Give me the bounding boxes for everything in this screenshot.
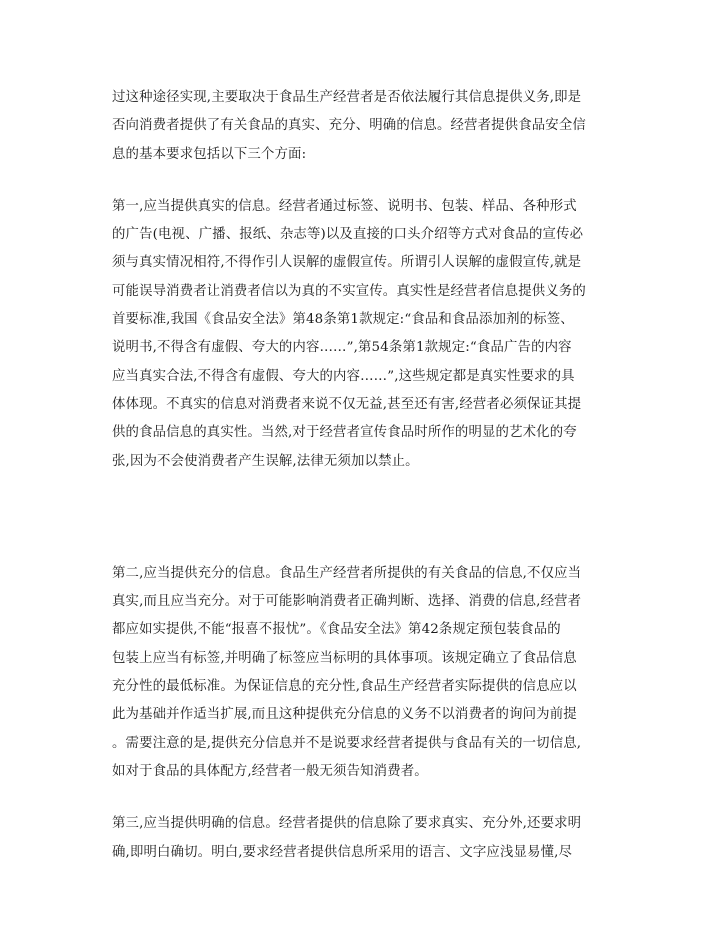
paragraph-first-requirement [112,193,612,476]
paragraph-second-requirement [112,560,612,786]
text-line: 的广告(电视、广播、报纸、杂志等)以及直接的口头介绍等方式对食品的宣传必 [112,227,584,243]
text-line: 可能误导消费者让消费者信以为真的不实宣传。真实性是经营者信息提供义务的 [112,283,586,299]
text-line: 真实,而且应当充分。对于可能影响消费者正确判断、选择、消费的信息,经营者 [112,594,582,610]
paragraph-intro [112,84,612,169]
text-line: 息的基本要求包括以下三个方面: [112,146,307,162]
text-line: 第二,应当提供充分的信息。食品生产经营者所提供的有关食品的信息,不仅应当 [112,565,582,581]
text-line: 包装上应当有标签,并明确了标签应当标明的具体事项。该规定确立了食品信息 [112,650,577,666]
text-line: 。需要注意的是,提供充分信息并不是说要求经营者提供与食品有关的一切信息, [112,735,582,751]
text-line: 首要标准,我国《食品安全法》第48条第1款规定:“食品和食品添加剂的标签、 [112,312,574,328]
text-line: 充分性的最低标准。为保证信息的充分性,食品生产经营者实际提供的信息应以 [112,679,577,695]
text-line: 确,即明白确切。明白,要求经营者提供信息所采用的语言、文字应浅显易懂,尽 [112,844,573,860]
text-line: 都应如实提供,不能“报喜不报忧”。《食品安全法》第42条规定预包装食品的 [112,622,561,638]
text-line: 第一,应当提供真实的信息。经营者通过标签、说明书、包装、样品、各种形式 [112,198,577,214]
document-page [112,84,612,867]
text-line: 体体现。不真实的信息对消费者来说不仅无益,甚至还有害,经营者必须保证其提 [112,396,582,412]
text-line: 说明书,不得含有虚假、夸大的内容……”,第54条第1款规定:“食品广告的内容 [112,340,572,356]
text-line: 此为基础并作适当扩展,而且这种提供充分信息的义务不以消费者的询问为前提 [112,707,577,723]
text-line: 过这种途径实现,主要取决于食品生产经营者是否依法履行其信息提供义务,即是 [112,90,582,105]
text-line: 否向消费者提供了有关食品的真实、充分、明确的信息。经营者提供食品安全信 [112,118,586,134]
paragraph-third-requirement [112,810,612,867]
text-line: 张,因为不会使消费者产生误解,法律无须加以禁止。 [112,453,419,469]
text-line: 应当真实合法,不得含有虚假、夸大的内容……”,这些规定都是真实性要求的具 [112,368,575,384]
text-line: 第三,应当提供明确的信息。经营者提供的信息除了要求真实、充分外,还要求明 [112,816,582,832]
text-line: 如对于食品的具体配方,经营者一般无须告知消费者。 [112,763,428,779]
text-line: 供的食品信息的真实性。当然,对于经营者宣传食品时所作的明显的艺术化的夸 [112,425,577,441]
text-line: 须与真实情况相符,不得作引人误解的虚假宣传。所谓引人误解的虚假宣传,就是 [112,255,582,271]
